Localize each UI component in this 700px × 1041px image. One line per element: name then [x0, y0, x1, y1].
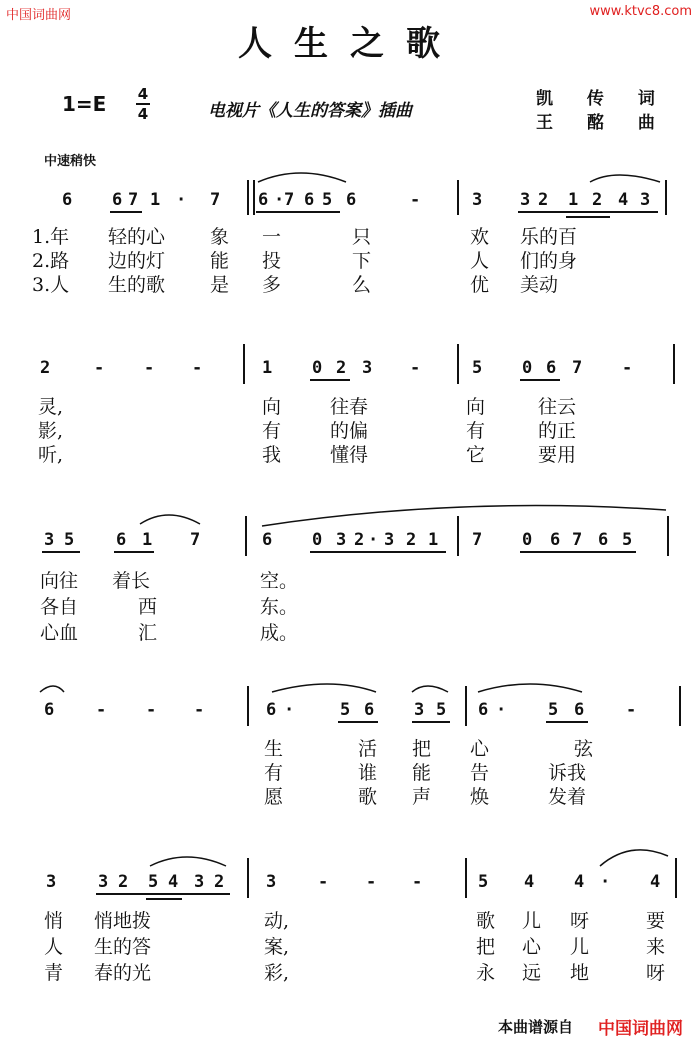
lyric-syllable: 心: [522, 936, 542, 958]
note: 6: [262, 530, 273, 550]
lyric-syllable: 呀: [570, 910, 590, 932]
note: 5: [436, 700, 447, 720]
note: 0: [312, 530, 323, 550]
note: 2: [118, 872, 129, 892]
note: 3: [640, 190, 651, 210]
lyric-syllable: 人: [470, 250, 490, 272]
lyric-syllable: 向: [262, 396, 282, 418]
lyric-syllable: 听,: [38, 444, 64, 466]
lyric-syllable: 向往: [40, 570, 79, 592]
note: 5: [322, 190, 333, 210]
lyric-syllable: 空。: [260, 570, 299, 592]
lyric-syllable: 动,: [264, 910, 290, 932]
lyric-syllable: 生: [264, 738, 284, 760]
lyric-syllable: 边的灯: [108, 250, 166, 272]
lyric-syllable: 们的身: [520, 250, 578, 272]
lyric-syllable: 案,: [264, 936, 290, 958]
key-signature: 1=E: [62, 92, 107, 116]
note: 7: [572, 530, 583, 550]
lyric-syllable: 把: [412, 738, 432, 760]
lyric-syllable: 是: [210, 274, 230, 296]
note: 2: [40, 358, 51, 378]
lyric-syllable: 要: [646, 910, 666, 932]
note: 2: [406, 530, 417, 550]
lyric-syllable: 欢: [470, 226, 490, 248]
note: -: [194, 700, 205, 720]
song-subtitle: 电视片《人生的答案》插曲: [208, 101, 412, 121]
footer-source-label: 本曲谱源自: [498, 1018, 574, 1036]
lyric-syllable: 的正: [538, 420, 577, 442]
lyric-syllable: 儿: [522, 910, 542, 932]
note: 1: [262, 358, 273, 378]
lyric-syllable: 生的歌: [108, 274, 166, 296]
lyric-syllable: 谁: [358, 762, 378, 784]
note: -: [192, 358, 203, 378]
note: 6: [62, 190, 73, 210]
note: 0: [522, 530, 533, 550]
lyric-syllable: 有: [466, 420, 486, 442]
note: 7: [128, 190, 139, 210]
lyric-syllable: 成。: [260, 622, 299, 644]
note: 7: [190, 530, 201, 550]
lyric-syllable: 诉我: [548, 762, 587, 784]
note: 3: [336, 530, 347, 550]
note: 5: [148, 872, 159, 892]
lyric-syllable: 各自: [40, 596, 79, 618]
note: 6: [574, 700, 585, 720]
note: 6: [478, 700, 489, 720]
note: 4: [168, 872, 179, 892]
note: ·: [368, 530, 379, 550]
tempo-marking: 中速稍快: [44, 154, 97, 169]
note: ·: [600, 872, 611, 892]
note: 2: [538, 190, 549, 210]
note: 2: [214, 872, 225, 892]
lyric-syllable: 心: [470, 738, 490, 760]
lyric-syllable: 3.人: [32, 274, 70, 296]
note: -: [410, 358, 421, 378]
composer-credit: 王 酩 曲: [536, 113, 669, 133]
lyric-syllable: 象: [210, 226, 230, 248]
lyric-syllable: 1.年: [32, 226, 70, 248]
lyric-syllable: 告: [470, 762, 490, 784]
note: 5: [548, 700, 559, 720]
note: 4: [650, 872, 661, 892]
note: 6: [44, 700, 55, 720]
lyric-syllable: 么: [352, 274, 372, 296]
note: 6: [598, 530, 609, 550]
lyric-syllable: 声: [412, 786, 432, 808]
lyric-syllable: 春的光: [94, 962, 152, 984]
lyric-syllable: 我: [262, 444, 282, 466]
lyric-syllable: 悄: [44, 910, 64, 932]
lyric-syllable: 多: [262, 274, 282, 296]
note: 6: [112, 190, 123, 210]
lyric-syllable: 发着: [548, 786, 587, 808]
note: 6: [550, 530, 561, 550]
lyric-syllable: 心血: [40, 622, 79, 644]
note: 3: [414, 700, 425, 720]
lyricist-credit: 凯 传 词: [536, 89, 669, 109]
note: 3: [98, 872, 109, 892]
lyric-syllable: 汇: [138, 622, 158, 644]
lyric-syllable: 生的答: [94, 936, 152, 958]
note: 5: [472, 358, 483, 378]
note: 6: [346, 190, 357, 210]
lyric-syllable: 只: [352, 226, 372, 248]
lyric-syllable: 弦: [574, 738, 594, 760]
lyric-syllable: 优: [470, 274, 490, 296]
time-numerator: 4: [137, 85, 149, 103]
note: 1: [150, 190, 161, 210]
lyric-syllable: 要用: [538, 444, 577, 466]
note: -: [146, 700, 157, 720]
lyric-syllable: 乐的百: [520, 226, 578, 248]
lyric-syllable: 能: [412, 762, 432, 784]
note: 4: [524, 872, 535, 892]
lyric-syllable: 歌: [358, 786, 378, 808]
lyric-syllable: 西: [138, 596, 158, 618]
lyric-syllable: 远: [522, 962, 542, 984]
lyric-syllable: 活: [358, 738, 378, 760]
note: ·: [274, 190, 285, 210]
note: 5: [478, 872, 489, 892]
lyric-syllable: 2.路: [32, 250, 70, 272]
note: 3: [520, 190, 531, 210]
note: -: [412, 872, 423, 892]
note: 3: [266, 872, 277, 892]
lyric-syllable: 永: [476, 962, 496, 984]
note: -: [94, 358, 105, 378]
lyric-syllable: 投: [262, 250, 282, 272]
note: ·: [284, 700, 295, 720]
note: 7: [572, 358, 583, 378]
note: 6: [546, 358, 557, 378]
note: 1: [142, 530, 153, 550]
lyric-syllable: 往春: [330, 396, 369, 418]
lyric-syllable: 地: [570, 962, 590, 984]
lyric-syllable: 愿: [264, 786, 284, 808]
lyric-syllable: 悄地拨: [94, 910, 152, 932]
note: 7: [284, 190, 295, 210]
note: -: [410, 190, 421, 210]
note: -: [96, 700, 107, 720]
note: 2: [592, 190, 603, 210]
note: 1: [568, 190, 579, 210]
note: 0: [522, 358, 533, 378]
lyric-syllable: 一: [262, 226, 282, 248]
lyric-syllable: 美动: [520, 274, 559, 296]
note: -: [622, 358, 633, 378]
note: 1: [428, 530, 439, 550]
lyric-syllable: 着长: [112, 570, 151, 592]
lyric-syllable: 呀: [646, 962, 666, 984]
note: -: [318, 872, 329, 892]
note: 6: [266, 700, 277, 720]
lyric-syllable: 向: [466, 396, 486, 418]
note: 6: [258, 190, 269, 210]
lyric-syllable: 有: [262, 420, 282, 442]
footer-site-link[interactable]: 中国词曲网: [598, 1019, 683, 1039]
note: 5: [340, 700, 351, 720]
note: 2: [336, 358, 347, 378]
note: -: [366, 872, 377, 892]
note: 7: [210, 190, 221, 210]
lyric-syllable: 青: [44, 962, 64, 984]
watermark-right: www.ktvc8.com: [589, 4, 692, 19]
lyric-syllable: 往云: [538, 396, 577, 418]
note: 6: [116, 530, 127, 550]
song-title: 人生之歌: [238, 24, 462, 64]
note: 4: [618, 190, 629, 210]
note: 6: [364, 700, 375, 720]
lyric-syllable: 有: [264, 762, 284, 784]
note: 3: [46, 872, 57, 892]
note: 5: [64, 530, 75, 550]
note: -: [144, 358, 155, 378]
lyric-syllable: 轻的心: [108, 226, 166, 248]
lyric-syllable: 歌: [476, 910, 496, 932]
note: 2: [354, 530, 365, 550]
lyric-syllable: 儿: [570, 936, 590, 958]
note: 3: [44, 530, 55, 550]
time-denominator: 4: [137, 105, 149, 123]
note: 3: [362, 358, 373, 378]
lyric-syllable: 彩,: [264, 962, 290, 984]
note: 5: [622, 530, 633, 550]
lyric-syllable: 东。: [260, 596, 299, 618]
lyric-syllable: 把: [476, 936, 496, 958]
lyric-syllable: 的偏: [330, 420, 369, 442]
lyric-syllable: 它: [466, 444, 486, 466]
lyric-syllable: 焕: [470, 786, 490, 808]
lyric-syllable: 下: [352, 250, 372, 272]
note: 0: [312, 358, 323, 378]
lyric-syllable: 人: [44, 936, 64, 958]
note: 6: [304, 190, 315, 210]
note: -: [626, 700, 637, 720]
watermark-left: 中国词曲网: [6, 8, 72, 23]
note: ·: [496, 700, 507, 720]
note: 3: [384, 530, 395, 550]
note: ·: [176, 190, 187, 210]
lyric-syllable: 灵,: [38, 396, 64, 418]
note: 4: [574, 872, 585, 892]
lyric-syllable: 影,: [38, 420, 64, 442]
note: 3: [194, 872, 205, 892]
lyric-syllable: 来: [646, 936, 666, 958]
note: 3: [472, 190, 483, 210]
lyric-syllable: 能: [210, 250, 230, 272]
note: 7: [472, 530, 483, 550]
lyric-syllable: 懂得: [330, 444, 369, 466]
